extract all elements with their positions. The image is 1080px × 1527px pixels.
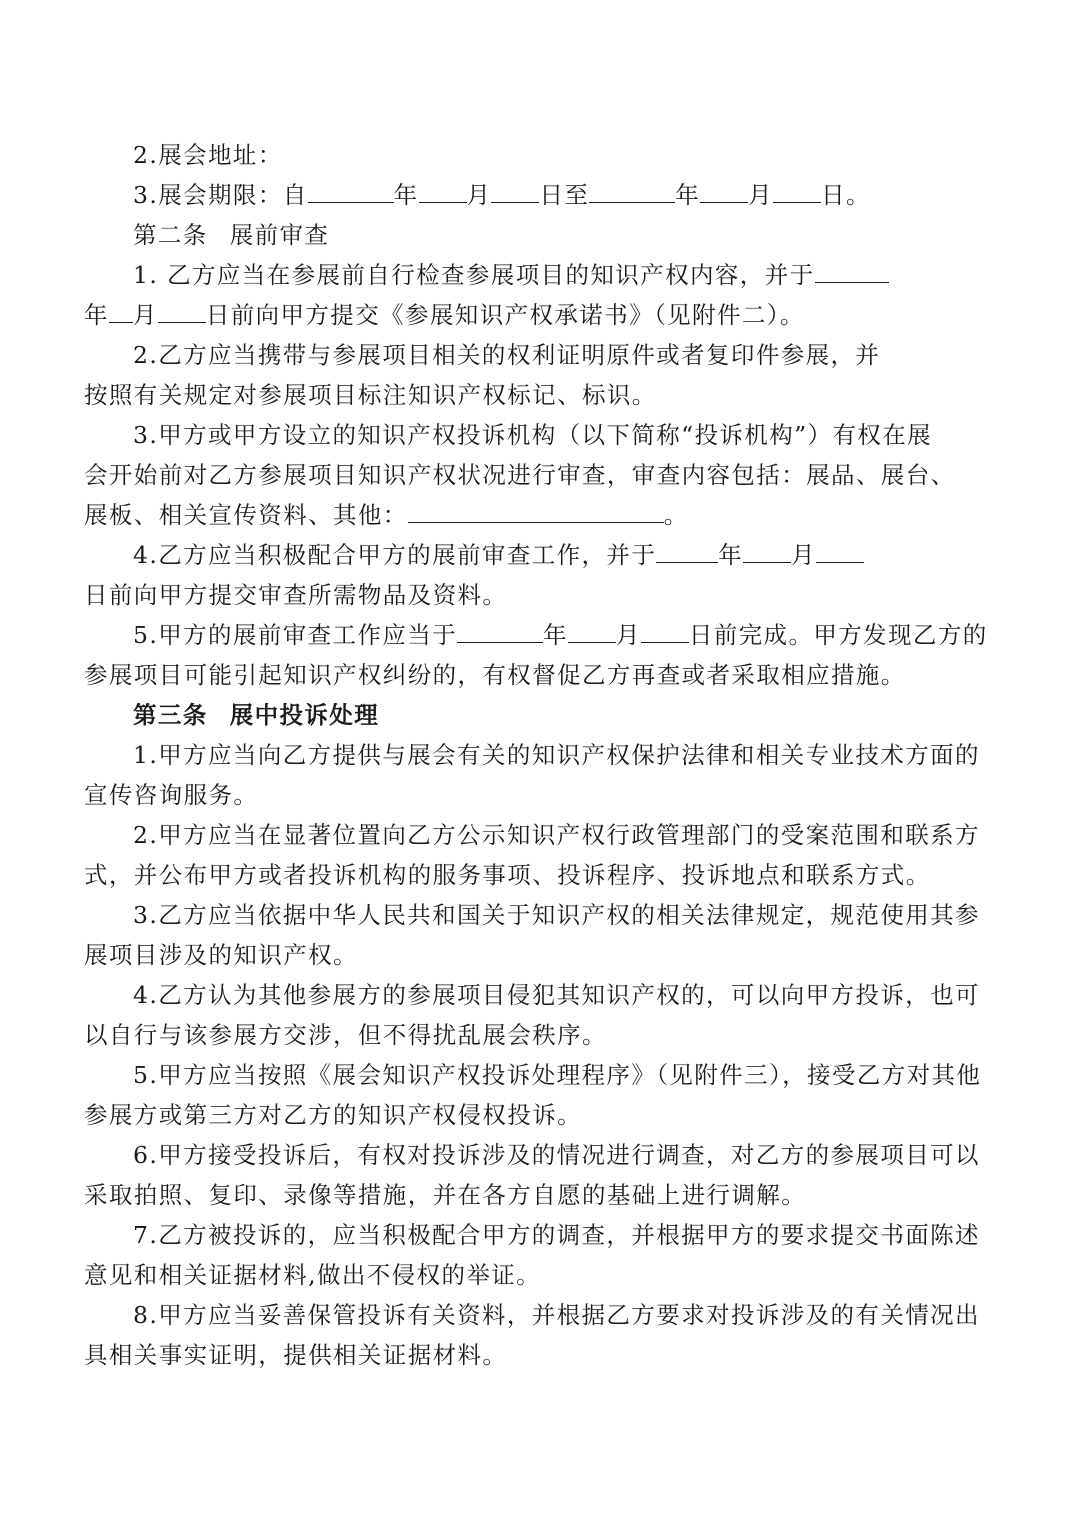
paragraph-line: 以自行与该参展方交涉，但不得扰乱展会秩序。 (84, 1021, 607, 1049)
year-blank[interactable] (656, 542, 718, 563)
paragraph-line: 展项目涉及的知识产权。 (84, 941, 358, 969)
year-blank[interactable] (815, 262, 889, 283)
paragraph-line: 4.乙方认为其他参展方的参展项目侵犯其知识产权的，可以向甲方投诉，也可 (133, 981, 980, 1009)
paragraph-line: 展板、相关宣传资料、其他： 。 (84, 501, 689, 529)
day-blank[interactable] (158, 302, 206, 323)
paragraph-line: 5.甲方的展前审查工作应当于 年 月 日前完成。甲方发现乙方的 (133, 621, 988, 649)
paragraph-line: 式，并公布甲方或者投诉机构的服务事项、投诉程序、投诉地点和联系方式。 (84, 861, 931, 889)
month-blank[interactable] (743, 542, 791, 563)
day-blank[interactable] (816, 542, 864, 563)
paragraph-line: 2.乙方应当携带与参展项目相关的权利证明原件或者复印件参展，并 (133, 341, 881, 369)
month-blank[interactable] (109, 302, 133, 323)
paragraph-line: 5.甲方应当按照《展会知识产权投诉处理程序》（见附件三），接受乙方对其他 (133, 1061, 982, 1089)
paragraph-line: 年 月 日前向甲方提交《参展知识产权承诺书》（见附件二）。 (84, 301, 805, 329)
start-day-blank[interactable] (491, 182, 539, 203)
paragraph-line: 具相关事实证明，提供相关证据材料。 (84, 1341, 508, 1369)
end-day-blank[interactable] (773, 182, 821, 203)
exhibition-address-line: 2.展会地址： (133, 141, 283, 169)
paragraph-line: 1. 乙方应当在参展前自行检查参展项目的知识产权内容，并于 (133, 260, 889, 290)
paragraph-line: 1.甲方应当向乙方提供与展会有关的知识产权保护法律和相关专业技术方面的 (133, 741, 980, 769)
paragraph-line: 4.乙方应当积极配合甲方的展前审查工作，并于 年 月 (133, 540, 864, 570)
paragraph-line: 采取拍照、复印、录像等措施，并在各方自愿的基础上进行调解。 (84, 1181, 807, 1209)
paragraph-line: 意见和相关证据材料,做出不侵权的举证。 (84, 1261, 542, 1289)
paragraph-line: 3.甲方或甲方设立的知识产权投诉机构（以下简称“投诉机构”）有权在展 (133, 421, 933, 449)
month-blank[interactable] (568, 622, 616, 643)
paragraph-line: 6.甲方接受投诉后，有权对投诉涉及的情况进行调查，对乙方的参展项目可以 (133, 1141, 980, 1169)
end-year-blank[interactable] (589, 182, 675, 203)
article-3-heading: 第三条 展中投诉处理 (133, 701, 380, 729)
paragraph-line: 参展项目可能引起知识产权纠纷的，有权督促乙方再查或者采取相应措施。 (84, 661, 906, 689)
day-blank[interactable] (641, 622, 689, 643)
start-month-blank[interactable] (419, 182, 467, 203)
paragraph-line: 2.甲方应当在显著位置向乙方公示知识产权行政管理部门的受案范围和联系方 (133, 821, 980, 849)
paragraph-line: 按照有关规定对参展项目标注知识产权标记、标识。 (84, 381, 657, 409)
paragraph-line: 日前向甲方提交审查所需物品及资料。 (84, 581, 508, 609)
year-blank[interactable] (457, 622, 543, 643)
paragraph-line: 3.乙方应当依据中华人民共和国关于知识产权的相关法律规定，规范使用其参 (133, 901, 980, 929)
paragraph-line: 会开始前对乙方参展项目知识产权状况进行审查，审查内容包括：展品、展台、 (84, 461, 956, 489)
other-review-content-blank[interactable] (408, 502, 664, 523)
end-month-blank[interactable] (700, 182, 748, 203)
start-year-blank[interactable] (308, 182, 394, 203)
paragraph-line: 8.甲方应当妥善保管投诉有关资料，并根据乙方要求对投诉涉及的有关情况出 (133, 1301, 980, 1329)
paragraph-line: 宣传咨询服务。 (84, 781, 259, 809)
paragraph-line: 7.乙方被投诉的，应当积极配合甲方的调查，并根据甲方的要求提交书面陈述 (133, 1221, 980, 1249)
paragraph-line: 参展方或第三方对乙方的知识产权侵权投诉。 (84, 1101, 582, 1129)
article-2-heading: 第二条 展前审查 (133, 221, 330, 249)
exhibition-period-line: 3.展会期限：自 年 月 日至 年 月 日。 (133, 181, 871, 209)
